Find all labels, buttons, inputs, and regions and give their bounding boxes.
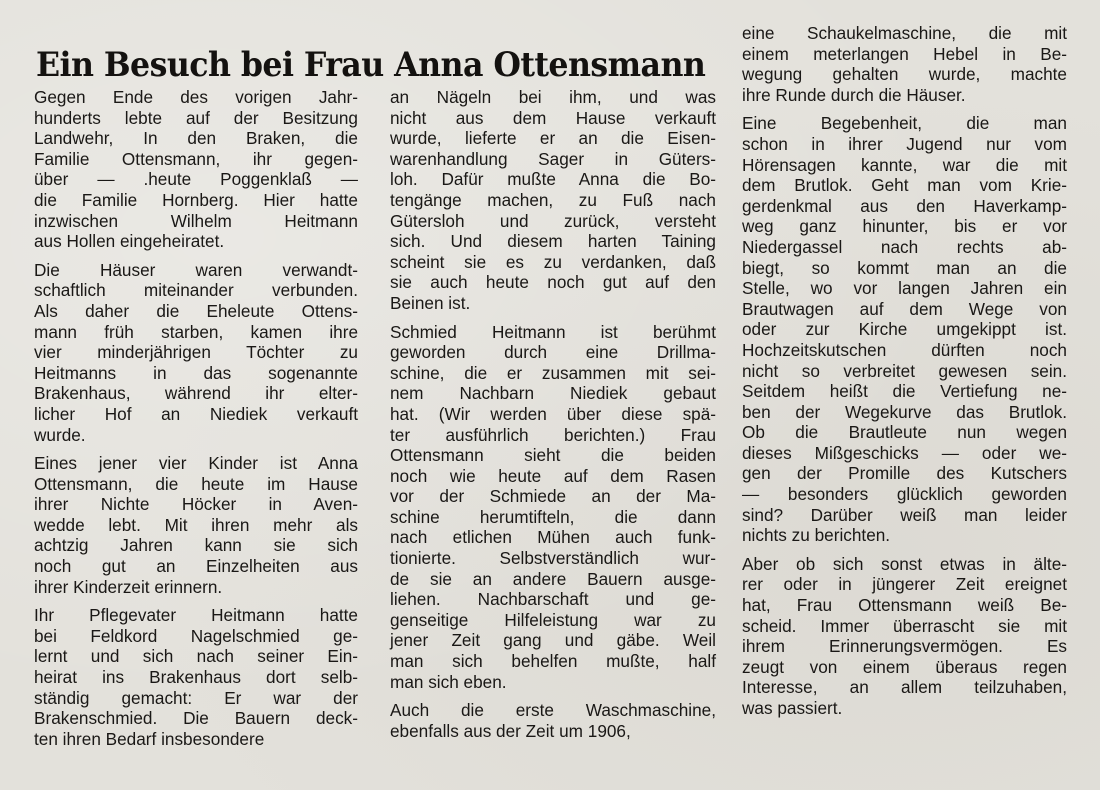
article-headline: Ein Besuch bei Frau Anna Ottensmann	[36, 44, 706, 85]
text-line: ten ihren Bedarf insbesondere	[34, 728, 265, 749]
article-paragraph	[742, 554, 1067, 719]
text-line: Hörensagen kannte, war die mit	[742, 154, 1067, 175]
text-line: ihrer Kinderzeit erinnern.	[34, 576, 223, 597]
text-line: noch wie heute auf dem Rasen	[390, 465, 716, 486]
text-line: tengänge machen, zu Fuß nach	[390, 189, 716, 210]
text-line: ihrem Erinnerungsvermögen. Es	[742, 636, 1067, 657]
text-line: an Nägeln bei ihm, und was	[390, 87, 716, 107]
text-line: wurde.	[34, 424, 86, 445]
text-line: loh. Dafür mußte Anna die Bo-	[390, 169, 716, 190]
text-line: bei Feldkord Nagelschmied ge-	[34, 625, 358, 646]
text-line: Seitdem heißt die Vertiefung ne-	[742, 381, 1067, 402]
text-line: Die Häuser waren verwandt-	[34, 259, 358, 280]
text-line: Niedergassel nach rechts ab-	[742, 236, 1067, 257]
article-paragraph	[390, 700, 716, 741]
text-line: mann früh starben, kamen ihre	[34, 321, 358, 342]
article-paragraph	[390, 322, 716, 693]
text-line: schaftlich miteinander verbunden.	[34, 280, 358, 301]
text-line: ihrer Nichte Höcker in Aven-	[34, 494, 358, 515]
text-line: Brakenhaus, während ihr elter-	[34, 383, 358, 404]
text-line: rer oder in jüngerer Zeit ereignet	[742, 574, 1067, 595]
article-column-2	[390, 87, 716, 749]
text-line: Brakenschmied. Die Bauern deck-	[34, 708, 358, 729]
text-line: scheint sie es zu verdanken, daß	[390, 251, 716, 272]
text-line: liehen. Nachbarschaft und ge-	[390, 589, 716, 610]
text-line: Ottensmann, die heute im Hause	[34, 473, 358, 494]
text-line: lernt und sich nach seiner Ein-	[34, 646, 358, 667]
text-line: vier minderjährigen Töchter zu	[34, 342, 358, 363]
text-line: Ottensmann sieht die beiden	[390, 445, 716, 466]
text-line: — besonders glücklich geworden	[742, 484, 1067, 505]
text-line: sich. Und diesem harten Taining	[390, 231, 716, 252]
text-line: eine Schaukelmaschine, die mit	[742, 23, 1067, 43]
text-line: hat. (Wir werden über diese spä-	[390, 403, 716, 424]
article-column-1	[34, 87, 358, 757]
text-line: hat, Frau Ottensmann weiß Be-	[742, 595, 1067, 616]
text-line: man sich eben.	[390, 671, 507, 692]
text-line: nichts zu berichten.	[742, 525, 891, 546]
text-line: weg ganz hinunter, bis er vor	[742, 216, 1067, 237]
article-paragraph	[34, 605, 358, 749]
text-line: genseitige Hilfeleistung war zu	[390, 609, 716, 630]
text-line: Gütersloh und zurück, versteht	[390, 210, 716, 231]
text-line: Brautwagen auf dem Wege von	[742, 298, 1067, 319]
text-line: schine, die er zusammen mit sei-	[390, 362, 716, 383]
article-paragraph	[742, 23, 1067, 105]
text-line: dieses Mißgeschicks — oder we-	[742, 442, 1067, 463]
text-line: Schmied Heitmann ist berühmt	[390, 321, 716, 342]
text-line: ihre Runde durch die Häuser.	[742, 84, 966, 105]
text-line: Heitmanns in das sogenannte	[34, 362, 358, 383]
text-line: Aber ob sich sonst etwas in älte-	[742, 553, 1067, 574]
text-line: ebenfalls aus der Zeit um 1906,	[390, 720, 631, 741]
text-line: Stelle, wo vor langen Jahren ein	[742, 278, 1067, 299]
text-line: schon in ihrer Jugend nur vom	[742, 133, 1067, 154]
text-line: Eine Begebenheit, die man	[742, 113, 1067, 134]
text-line: heirat ins Brakenhaus dort selb-	[34, 667, 358, 688]
text-line: achtzig Jahren kann sie sich	[34, 535, 358, 556]
text-line: ständig gemacht: Er war der	[34, 687, 358, 708]
text-line: de sie an andere Bauern ausge-	[390, 568, 716, 589]
text-line: aus Hollen eingeheiratet.	[34, 231, 225, 252]
text-line: Gegen Ende des vorigen Jahr-	[34, 87, 358, 107]
text-line: wedde lebt. Mit ihren mehr als	[34, 514, 358, 535]
article-paragraph	[34, 453, 358, 597]
text-line: Eines jener vier Kinder ist Anna	[34, 453, 358, 474]
text-line: wurde, lieferte er an die Eisen-	[390, 128, 716, 149]
text-line: nicht aus dem Hause verkauft	[390, 107, 716, 128]
text-line: warenhandlung Sager in Güters-	[390, 148, 716, 169]
text-line: gerdenkmal aus den Haverkamp-	[742, 195, 1067, 216]
text-line: was passiert.	[742, 698, 843, 718]
text-line: sind? Darüber weiß man leider	[742, 504, 1067, 525]
article-paragraph	[34, 87, 358, 252]
text-line: Ihr Pflegevater Heitmann hatte	[34, 605, 358, 626]
text-line: Interesse, an allem teilzuhaben,	[742, 677, 1067, 698]
text-line: gen der Promille des Kutschers	[742, 463, 1067, 484]
text-line: biegt, so kommt man an die	[742, 257, 1067, 278]
text-line: einem meterlangen Hebel in Be-	[742, 43, 1067, 64]
text-line: inzwischen Wilhelm Heitmann	[34, 210, 358, 231]
text-line: zeugt von einem überaus regen	[742, 656, 1067, 677]
text-line: Beinen ist.	[390, 292, 471, 313]
text-line: nem Nachbarn Niediek gebaut	[390, 383, 716, 404]
text-line: vor der Schmiede an der Ma-	[390, 486, 716, 507]
text-line: geworden durch eine Drillma-	[390, 342, 716, 363]
text-line: wegung gehalten wurde, machte	[742, 64, 1067, 85]
text-line: ter ausführlich berichten.) Frau	[390, 424, 716, 445]
text-line: licher Hof an Niediek verkauft	[34, 403, 358, 424]
text-line: jener Zeit gang und gäbe. Weil	[390, 630, 716, 651]
article-column-3	[742, 23, 1067, 727]
text-line: Hochzeitskutschen dürften noch	[742, 339, 1067, 360]
text-line: schine herumtifteln, die dann	[390, 506, 716, 527]
text-line: Familie Ottensmann, ihr gegen-	[34, 148, 358, 169]
text-line: tionierte. Selbstverständlich wur-	[390, 548, 716, 569]
text-line: nicht so verbreitet gewesen sein.	[742, 360, 1067, 381]
text-line: man sich behelfen mußte, half	[390, 651, 716, 672]
article-paragraph	[742, 113, 1067, 545]
text-line: sie auch heute noch gut auf den	[390, 272, 716, 293]
text-line: noch gut an Einzelheiten aus	[34, 556, 358, 577]
article-paragraph	[34, 260, 358, 445]
text-line: Auch die erste Waschmaschine,	[390, 700, 716, 721]
text-line: Als daher die Eheleute Ottens-	[34, 300, 358, 321]
article-paragraph	[390, 87, 716, 314]
text-line: scheid. Immer überrascht sie mit	[742, 615, 1067, 636]
text-line: die Familie Hornberg. Hier hatte	[34, 189, 358, 210]
text-line: Ob die Brautleute nun wegen	[742, 422, 1067, 443]
text-line: ben der Wegekurve das Brutlok.	[742, 401, 1067, 422]
text-line: nach etlichen Mühen auch funk-	[390, 527, 716, 548]
text-line: hunderts lebte auf der Besitzung	[34, 107, 358, 128]
text-line: dem Brutlok. Geht man vom Krie-	[742, 175, 1067, 196]
text-line: oder zur Kirche umgekippt ist.	[742, 319, 1067, 340]
text-line: Landwehr, In den Braken, die	[34, 128, 358, 149]
text-line: über — .heute Poggenklaß —	[34, 169, 358, 190]
